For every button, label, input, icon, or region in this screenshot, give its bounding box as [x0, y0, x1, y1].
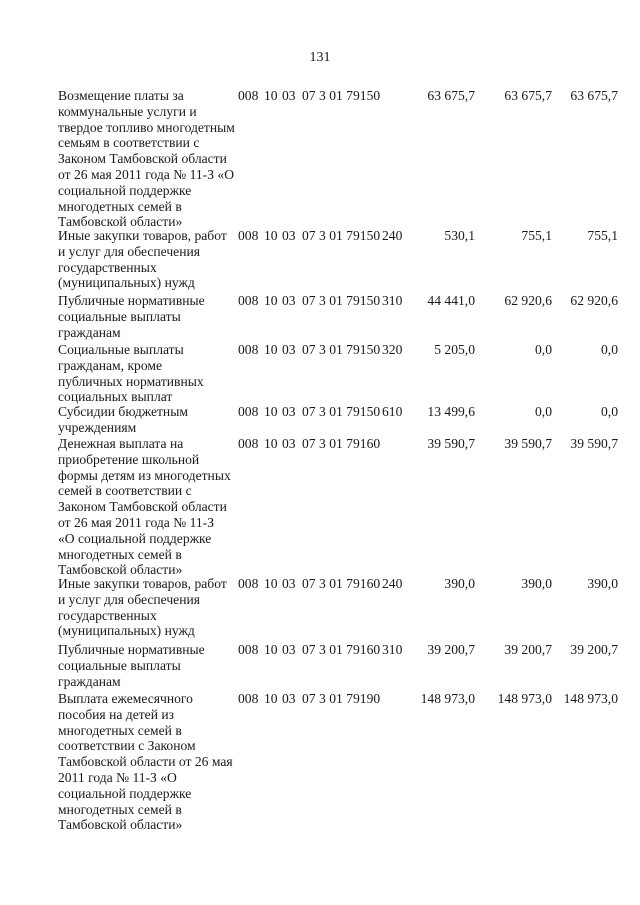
row-description: Публичные нормативные социальные выплаты гражданам	[58, 642, 205, 689]
amount-year-2: 0,0	[535, 342, 552, 357]
row-description: Выплата ежемесячного пособия на детей из многодетных семей в соответствии с Законом Тамбовской области от 26 мая 2011 года № 11-З «О социальной поддержке многодетных семей в Тамбовской области»	[58, 691, 233, 833]
amount-year-2: 755,1	[521, 228, 552, 243]
expense-type-code: 240	[382, 576, 403, 591]
grbs-code: 008	[238, 576, 259, 591]
expense-type-code: 310	[382, 642, 403, 657]
amount-year-1: 44 441,0	[427, 293, 475, 308]
page-number: 131	[309, 50, 331, 65]
amount-year-1: 39 590,7	[427, 436, 475, 451]
grbs-code: 008	[238, 293, 259, 308]
grbs-code: 008	[238, 642, 259, 657]
expense-type-code: 310	[382, 293, 403, 308]
amount-year-2: 62 920,6	[504, 293, 552, 308]
section-code: 10	[264, 88, 278, 103]
section-code: 10	[264, 404, 278, 419]
section-code: 10	[264, 642, 278, 657]
amount-year-1: 390,0	[444, 576, 475, 591]
target-article-code: 07 3 01 79160	[302, 642, 381, 657]
amount-year-1: 13 499,6	[427, 404, 475, 419]
grbs-code: 008	[238, 228, 259, 243]
amount-year-2: 390,0	[521, 576, 552, 591]
section-code: 10	[264, 576, 278, 591]
amount-year-1: 63 675,7	[427, 88, 475, 103]
section-code: 10	[264, 436, 278, 451]
subsection-code: 03	[282, 88, 296, 103]
grbs-code: 008	[238, 88, 259, 103]
amount-year-2: 63 675,7	[504, 88, 552, 103]
target-article-code: 07 3 01 79150	[302, 342, 381, 357]
grbs-code: 008	[238, 691, 259, 706]
target-article-code: 07 3 01 79150	[302, 88, 381, 103]
subsection-code: 03	[282, 642, 296, 657]
amount-year-3: 63 675,7	[570, 88, 618, 103]
amount-year-2: 39 200,7	[504, 642, 552, 657]
amount-year-3: 62 920,6	[570, 293, 618, 308]
section-code: 10	[264, 228, 278, 243]
amount-year-1: 5 205,0	[434, 342, 475, 357]
amount-year-1: 148 973,0	[420, 691, 475, 706]
grbs-code: 008	[238, 342, 259, 357]
target-article-code: 07 3 01 79160	[302, 576, 381, 591]
amount-year-2: 148 973,0	[497, 691, 552, 706]
target-article-code: 07 3 01 79160	[302, 436, 381, 451]
row-description: Иные закупки товаров, работ и услуг для обеспечения государственных (муниципальных) нужд	[58, 228, 227, 291]
row-description: Социальные выплаты гражданам, кроме публичных нормативных социальных выплат	[58, 342, 204, 405]
amount-year-3: 39 200,7	[570, 642, 618, 657]
amount-year-3: 755,1	[587, 228, 618, 243]
subsection-code: 03	[282, 228, 296, 243]
section-code: 10	[264, 342, 278, 357]
grbs-code: 008	[238, 436, 259, 451]
subsection-code: 03	[282, 691, 296, 706]
section-code: 10	[264, 691, 278, 706]
amount-year-1: 39 200,7	[427, 642, 475, 657]
section-code: 10	[264, 293, 278, 308]
amount-year-3: 0,0	[601, 342, 618, 357]
subsection-code: 03	[282, 342, 296, 357]
grbs-code: 008	[238, 404, 259, 419]
amount-year-3: 39 590,7	[570, 436, 618, 451]
amount-year-3: 148 973,0	[563, 691, 618, 706]
amount-year-3: 390,0	[587, 576, 618, 591]
target-article-code: 07 3 01 79150	[302, 404, 381, 419]
subsection-code: 03	[282, 436, 296, 451]
expense-type-code: 320	[382, 342, 403, 357]
row-description: Субсидии бюджетным учреждениям	[58, 404, 188, 435]
target-article-code: 07 3 01 79150	[302, 293, 381, 308]
row-description: Публичные нормативные социальные выплаты гражданам	[58, 293, 205, 340]
row-description: Возмещение платы за коммунальные услуги и твердое топливо многодетным семьям в соответствии с Законом Тамбовской области от 26 мая 2011 года № 11-З «О социальной поддержке многодетных семей в Тамбовской области»	[58, 88, 235, 230]
amount-year-2: 0,0	[535, 404, 552, 419]
expense-type-code: 610	[382, 404, 403, 419]
amount-year-3: 0,0	[601, 404, 618, 419]
subsection-code: 03	[282, 404, 296, 419]
row-description: Денежная выплата на приобретение школьной формы детям из многодетных семей в соответствии с Законом Тамбовской области от 26 мая 2011 года № 11-З «О социальной поддержке многодетных семей в Тамбовской области»	[58, 436, 231, 578]
row-description: Иные закупки товаров, работ и услуг для обеспечения государственных (муниципальных) нужд	[58, 576, 227, 639]
expense-type-code: 240	[382, 228, 403, 243]
subsection-code: 03	[282, 576, 296, 591]
subsection-code: 03	[282, 293, 296, 308]
amount-year-1: 530,1	[444, 228, 475, 243]
amount-year-2: 39 590,7	[504, 436, 552, 451]
target-article-code: 07 3 01 79150	[302, 228, 381, 243]
target-article-code: 07 3 01 79190	[302, 691, 381, 706]
